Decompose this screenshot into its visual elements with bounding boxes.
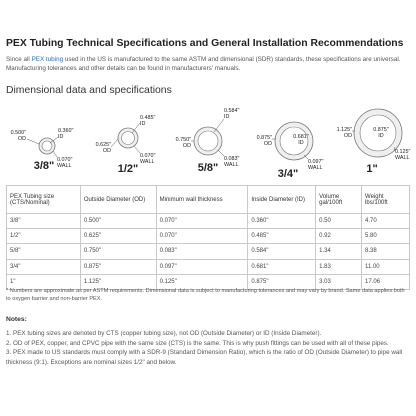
notes-list — [6, 329, 410, 367]
table-cell: 0.360" — [248, 214, 316, 229]
tube-1-2-id: 0.485" — [140, 115, 156, 121]
notes-heading: Notes: — [6, 316, 27, 323]
table-row — [7, 214, 410, 229]
table-cell: 0.070" — [156, 214, 248, 229]
table-cell: 0.625" — [80, 229, 156, 244]
table-row — [7, 229, 410, 244]
table-cell: 0.083" — [156, 244, 248, 259]
tube-3-4 — [257, 122, 324, 180]
table-cell: 0.50 — [316, 214, 362, 229]
intro-text-end: used in the US is manufactured to the same ASTM and dimensional (SDR) standards, these specifications are universal. — [63, 56, 401, 63]
table-cell: 1" — [7, 274, 81, 289]
tube-3-8 — [11, 128, 74, 172]
table-cell: 0.875" — [248, 274, 316, 289]
tube-3-4-id: 0.681" — [293, 134, 309, 140]
table-cell: 3/8" — [7, 214, 81, 229]
note-item: 2. OD of PEX, copper, and CPVC pipe with the same size (CTS) is the same. This is why push fittings can be used with all of these pipes. — [6, 339, 389, 347]
tube-5-8 — [176, 108, 240, 174]
table-cell: 11.00 — [362, 259, 410, 274]
table-header-row — [7, 186, 410, 214]
pex-tubing-link[interactable]: PEX tubing — [31, 56, 64, 63]
tube-3-4-inner-ring — [280, 127, 308, 155]
tube-1-2-od-tag: OD — [102, 148, 111, 154]
tube-3-8-od-tag: OD — [17, 136, 26, 142]
tube-3-4-od-tag: OD — [263, 141, 272, 147]
table-cell: 0.500" — [80, 214, 156, 229]
note-item: 1. PEX tubing sizes are denoted by CTS (copper tubing size), not OD (Outside Diameter) or ID (Inside Diameter). — [6, 330, 322, 337]
table-cell: 3.03 — [316, 274, 362, 289]
table-cell: 1/2" — [7, 229, 81, 244]
table-cell: 17.06 — [362, 274, 410, 289]
specifications-table — [6, 185, 410, 290]
tube-1-2-id-tag: ID — [140, 121, 146, 127]
tube-5-8-od-tag: OD — [182, 143, 191, 149]
tube-3-8-size-label: 3/8" — [33, 160, 55, 172]
table-header-cell: Volume gal/100ft — [316, 186, 362, 214]
page-title: PEX Tubing Technical Specifications and General Installation Recommendations — [6, 38, 404, 49]
tube-1 — [337, 109, 411, 175]
table-cell: 0.097" — [156, 259, 248, 274]
tube-1-wall-tag: WALL — [395, 155, 410, 161]
tube-1-2-size-label: 1/2" — [117, 163, 139, 175]
table-cell: 1.125" — [80, 274, 156, 289]
tube-3-8-wall-tag: WALL — [57, 163, 72, 169]
table-header-cell: Weight lbs/100ft — [362, 186, 410, 214]
tube-1-od-tag: OD — [343, 133, 352, 139]
tube-5-8-inner-ring — [198, 131, 218, 151]
tube-5-8-size-label: 5/8" — [197, 162, 219, 174]
intro-paragraph — [6, 55, 410, 73]
tube-3-8-od: 0.500" — [10, 130, 26, 136]
tube-3-4-wall: 0.097" — [308, 159, 324, 165]
table-cell: 5.80 — [362, 229, 410, 244]
tube-1-2 — [96, 115, 156, 175]
tube-5-8-id-tag: ID — [224, 114, 230, 120]
tube-3-8-id: 0.360" — [58, 128, 74, 134]
intro-text-line2: Manufacturing tolerances and other details can be found in manufacturers' manuals. — [6, 65, 241, 72]
tube-1-2-inner-ring — [122, 132, 135, 145]
table-cell: 1.83 — [316, 259, 362, 274]
tube-1-id-tag: ID — [378, 133, 384, 139]
table-footnote: * Numbers are approximate as per ASTM requirements. Dimensional data is subject to manufacturing tolerances and may vary by brand. Same data applies both to oxygen barrier and non-barrier PEX. — [6, 288, 405, 302]
tube-3-8-wall: 0.070" — [57, 157, 73, 163]
table-row — [7, 259, 410, 274]
table-header-cell: Minimum wall thickness — [156, 186, 248, 214]
tube-3-4-id-tag: ID — [298, 140, 304, 146]
section-heading: Dimensional data and specifications — [6, 85, 172, 96]
table-cell: 0.584" — [248, 244, 316, 259]
table-cell: 4.70 — [362, 214, 410, 229]
tube-3-4-wall-tag: WALL — [308, 165, 323, 171]
tube-5-8-od: 0.750" — [175, 137, 191, 143]
table-cell: 5/8" — [7, 244, 81, 259]
note-item: 3. PEX made to US standards must comply with a SDR-9 (Standard Dimension Ratio), which is the ratio of OD (Outside Diameter) to pipe wall thickness (9:1). Exceptions are nominal sizes 1/2" and below. — [6, 349, 403, 366]
tube-1-od: 1.125" — [336, 127, 352, 133]
tube-3-4-size-label: 3/4" — [277, 168, 299, 180]
tube-1-2-wall-tag: WALL — [140, 159, 155, 165]
table-cell: 0.485" — [248, 229, 316, 244]
tube-1-wall: 0.125" — [395, 149, 411, 155]
table-cell: 1.34 — [316, 244, 362, 259]
table-row — [7, 244, 410, 259]
table-header-cell: PEX Tubing size (CTS/Nominal) — [7, 186, 81, 214]
table-cell: 8.38 — [362, 244, 410, 259]
tube-1-2-od: 0.625" — [95, 142, 111, 148]
tube-cross-section-diagram — [0, 101, 416, 181]
table-cell: 0.875" — [80, 259, 156, 274]
tube-3-4-od: 0.875" — [256, 135, 272, 141]
tube-5-8-wall-tag: WALL — [224, 162, 239, 168]
table-header-cell: Outside Diameter (OD) — [80, 186, 156, 214]
tube-1-2-wall: 0.070" — [140, 153, 156, 159]
tube-5-8-wall: 0.083" — [224, 156, 240, 162]
table-cell: 0.681" — [248, 259, 316, 274]
table-cell: 0.125" — [156, 274, 248, 289]
table-cell: 0.92 — [316, 229, 362, 244]
table-header-cell: Inside Diameter (ID) — [248, 186, 316, 214]
tube-3-8-id-tag: ID — [58, 134, 64, 140]
table-cell: 0.750" — [80, 244, 156, 259]
table-cell: 0.070" — [156, 229, 248, 244]
intro-text-start: Since all — [6, 56, 32, 63]
table-cell: 3/4" — [7, 259, 81, 274]
tube-5-8-id: 0.584" — [224, 108, 240, 114]
tube-1-id: 0.875" — [373, 127, 389, 133]
tube-1-size-label: 1" — [366, 163, 378, 175]
